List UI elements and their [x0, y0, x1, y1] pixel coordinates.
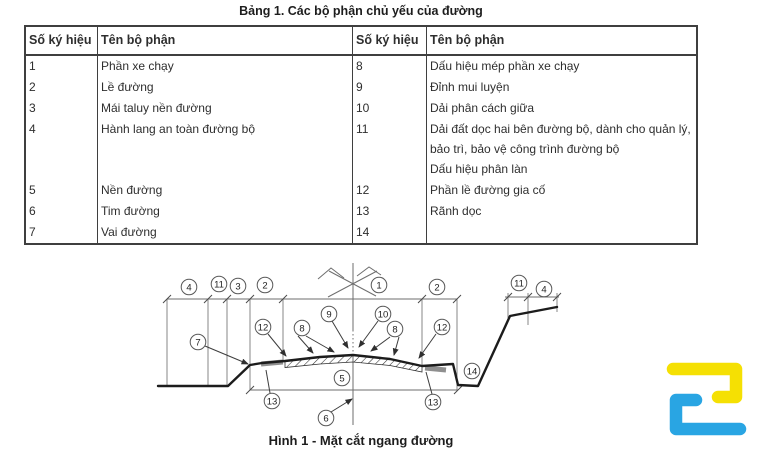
- callout-7: [190, 334, 206, 350]
- svg-text:13: 13: [427, 397, 439, 409]
- callout-2: [257, 277, 273, 293]
- header-cell: Số ký hiệu: [353, 27, 427, 54]
- cell-number: 14: [353, 222, 427, 243]
- cell-number: 5: [26, 180, 98, 201]
- cell-name: Dải đất dọc hai bên đường bộ, dành cho quản lý, bảo trì, bảo vệ công trình đường bộ: [430, 122, 691, 156]
- svg-text:2: 2: [262, 280, 268, 292]
- cell-name: Đỉnh mui luyện: [430, 80, 510, 94]
- cell-number: 10: [353, 98, 427, 119]
- svg-text:10: 10: [377, 309, 389, 321]
- cell-name: Hành lang an toàn đường bộ: [98, 119, 353, 159]
- svg-text:6: 6: [323, 413, 329, 425]
- callout-4: [536, 281, 552, 297]
- svg-text:1: 1: [376, 280, 382, 292]
- logo-top-shape: [673, 369, 736, 397]
- svg-text:7: 7: [195, 337, 201, 349]
- cell-name: Rãnh dọc: [430, 204, 482, 218]
- cell-number: 3: [26, 98, 98, 119]
- header-cell: Tên bộ phận: [98, 27, 353, 54]
- svg-text:2: 2: [434, 282, 440, 294]
- cell-name: Dấu hiệu phân làn: [430, 162, 528, 176]
- cell-name: Nền đường: [98, 180, 353, 201]
- cell-number: 8: [353, 56, 427, 77]
- header-cell: Số ký hiệu: [26, 27, 98, 54]
- cell-number: 6: [26, 201, 98, 222]
- cell-name: Mái taluy nền đường: [98, 98, 353, 119]
- callout-3: [230, 278, 246, 294]
- callout-8: [387, 321, 403, 337]
- cell-number: 9: [353, 77, 427, 98]
- cell-number: 13: [353, 201, 427, 222]
- header-cell: Tên bộ phận: [430, 33, 505, 47]
- callout-8: [294, 320, 310, 336]
- cell-name: Dấu hiệu mép phần xe chạy: [430, 59, 580, 73]
- road-profile: [158, 307, 557, 386]
- callout-9: [321, 306, 337, 322]
- callout-12: [255, 319, 271, 335]
- callout-1: [371, 277, 387, 293]
- callout-6: [318, 410, 334, 426]
- svg-text:4: 4: [541, 284, 547, 296]
- cell-number: 11: [353, 119, 427, 159]
- cell-name: Tim đường: [98, 201, 353, 222]
- figure-caption: Hình 1 - Mặt cắt ngang đường: [268, 433, 454, 448]
- svg-text:9: 9: [326, 309, 332, 321]
- cell-number: 7: [26, 222, 98, 243]
- callout-12: [434, 319, 450, 335]
- cell-number: 12: [353, 180, 427, 201]
- callout-5: [334, 370, 350, 386]
- table-title: Bảng 1. Các bộ phận chủ yếu của đường: [239, 4, 483, 18]
- svg-text:8: 8: [392, 324, 398, 336]
- svg-text:11: 11: [214, 279, 224, 291]
- cell-name: Vai đường: [98, 222, 353, 243]
- cell-number: 4: [26, 119, 98, 159]
- logo-bottom-shape: [676, 400, 740, 429]
- cell-number: 1: [26, 56, 98, 77]
- callout-13: [264, 393, 280, 409]
- svg-text:11: 11: [514, 278, 524, 290]
- callouts-layer: [181, 275, 552, 426]
- svg-text:4: 4: [186, 282, 192, 294]
- svg-text:12: 12: [436, 322, 448, 334]
- callout-4: [181, 279, 197, 295]
- callout-11: [511, 275, 527, 291]
- cell-number: 2: [26, 77, 98, 98]
- paved-shoulder-right: [425, 368, 446, 370]
- svg-text:14: 14: [466, 366, 478, 378]
- cell-name: Phần xe chạy: [98, 56, 353, 77]
- callout-13: [425, 394, 441, 410]
- callout-11: [211, 276, 227, 292]
- cell-name: Lề đường: [98, 77, 353, 98]
- svg-text:12: 12: [257, 322, 269, 334]
- callout-14: [464, 363, 480, 379]
- svg-text:3: 3: [235, 281, 241, 293]
- cell-name: Dải phân cách giữa: [430, 101, 535, 115]
- svg-text:8: 8: [299, 323, 305, 335]
- callout-10: [375, 306, 391, 322]
- brand-logo: [673, 369, 740, 429]
- svg-text:13: 13: [266, 396, 278, 408]
- svg-text:5: 5: [339, 373, 345, 385]
- cell-name: Phần lề đường gia cố: [430, 183, 546, 197]
- callout-2: [429, 279, 445, 295]
